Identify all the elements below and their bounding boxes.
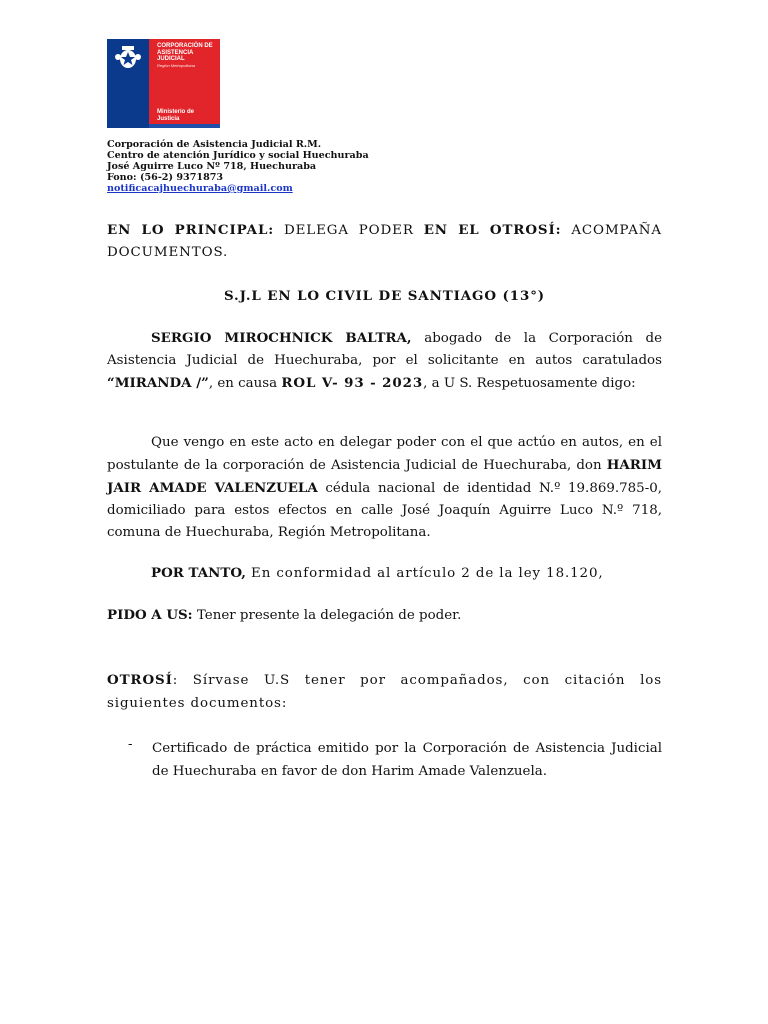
logo-org-line: JUDICIAL bbox=[157, 56, 185, 62]
por-tanto-paragraph bbox=[107, 562, 662, 585]
logo-red-panel bbox=[149, 39, 220, 128]
contact-address: José Aguirre Luco Nº 718, Huechuraba bbox=[107, 161, 317, 172]
document-bullet: - bbox=[128, 737, 133, 752]
principal-label: EN LO PRINCIPAL: bbox=[107, 222, 275, 238]
logo-blue-panel bbox=[107, 39, 149, 128]
contact-phone: Fono: (56-2) 9371873 bbox=[107, 172, 224, 183]
institution-logo bbox=[107, 39, 220, 128]
contact-email-link[interactable]: notificacajhuechuraba@gmail.com bbox=[107, 183, 293, 194]
intro-text-1: abogado de la Corporación de Asistencia Judicial de Huechuraba, por el solicitante en autos caratulados bbox=[107, 331, 663, 368]
case-rol: ROL V- 93 - 2023 bbox=[281, 375, 424, 391]
logo-ministry-line: Ministerio de bbox=[157, 109, 195, 115]
body-text-2: cédula nacional de identidad N.º 19.869.785-0, domiciliado para estos efectos en calle José Joaquín Aguirre Luco N.º 718, comuna de Huechuraba, Región Metropolitana. bbox=[107, 481, 662, 540]
otrosi-paragraph bbox=[107, 669, 662, 715]
intro-text-3: , a U S. Respetuosamente digo: bbox=[423, 376, 636, 391]
contact-center: Centro de atención Jurídico y social Huechuraba bbox=[107, 150, 369, 161]
principal-text: DELEGA PODER bbox=[283, 223, 414, 238]
document-list-item: Certificado de práctica emitido por la Corporación de Asistencia Judicial de Huechuraba en favor de don Harim Amade Valenzuela. bbox=[152, 741, 662, 779]
body-text-1: Que vengo en este acto en delegar poder con el que actúo en autos, en el postulante de la corporación de Asistencia Judicial de Huechuraba, don bbox=[107, 435, 662, 473]
pido-paragraph bbox=[107, 604, 662, 627]
logo-org-name bbox=[157, 43, 219, 63]
logo-org-line: CORPORACIÓN DE bbox=[157, 43, 213, 49]
body-paragraph bbox=[107, 432, 662, 544]
contact-org: Corporación de Asistencia Judicial R.M. bbox=[107, 139, 322, 150]
coat-of-arms-icon bbox=[113, 45, 143, 71]
otrosi-text: : Sírvase U.S tener por acompañados, con citación los siguientes documentos: bbox=[107, 673, 662, 711]
otrosi-heading-label: EN EL OTROSÍ: bbox=[423, 222, 562, 238]
contact-block bbox=[107, 139, 369, 194]
pido-text: Tener presente la delegación de poder. bbox=[192, 608, 462, 623]
heading-summary bbox=[107, 219, 662, 264]
logo-region: Región Metropolitana bbox=[157, 63, 196, 68]
court-title bbox=[107, 285, 662, 308]
delegate-name: HARIM JAIR AMADE VALENZUELA bbox=[107, 457, 662, 496]
logo-stripe bbox=[149, 124, 220, 128]
intro-text-2: , en causa bbox=[208, 376, 282, 391]
logo-ministry-line: Justicia bbox=[157, 116, 180, 122]
intro-paragraph bbox=[107, 327, 662, 395]
otrosi-heading-text: ACOMPAÑA DOCUMENTOS. bbox=[107, 223, 662, 260]
pido-label: PIDO A US: bbox=[107, 607, 193, 623]
court-title-text: S.J.L EN LO CIVIL DE SANTIAGO (13°) bbox=[223, 288, 546, 304]
logo-org-line: ASISTENCIA bbox=[157, 49, 194, 56]
logo-ministry bbox=[157, 109, 194, 123]
case-name: “MIRANDA /” bbox=[107, 375, 209, 391]
por-tanto-label: POR TANTO, bbox=[151, 565, 246, 581]
por-tanto-text: En conformidad al artículo 2 de la ley 18.120, bbox=[245, 566, 604, 581]
lawyer-name: SERGIO MIROCHNICK BALTRA, bbox=[151, 330, 412, 346]
otrosi-label: OTROSÍ bbox=[107, 672, 173, 688]
